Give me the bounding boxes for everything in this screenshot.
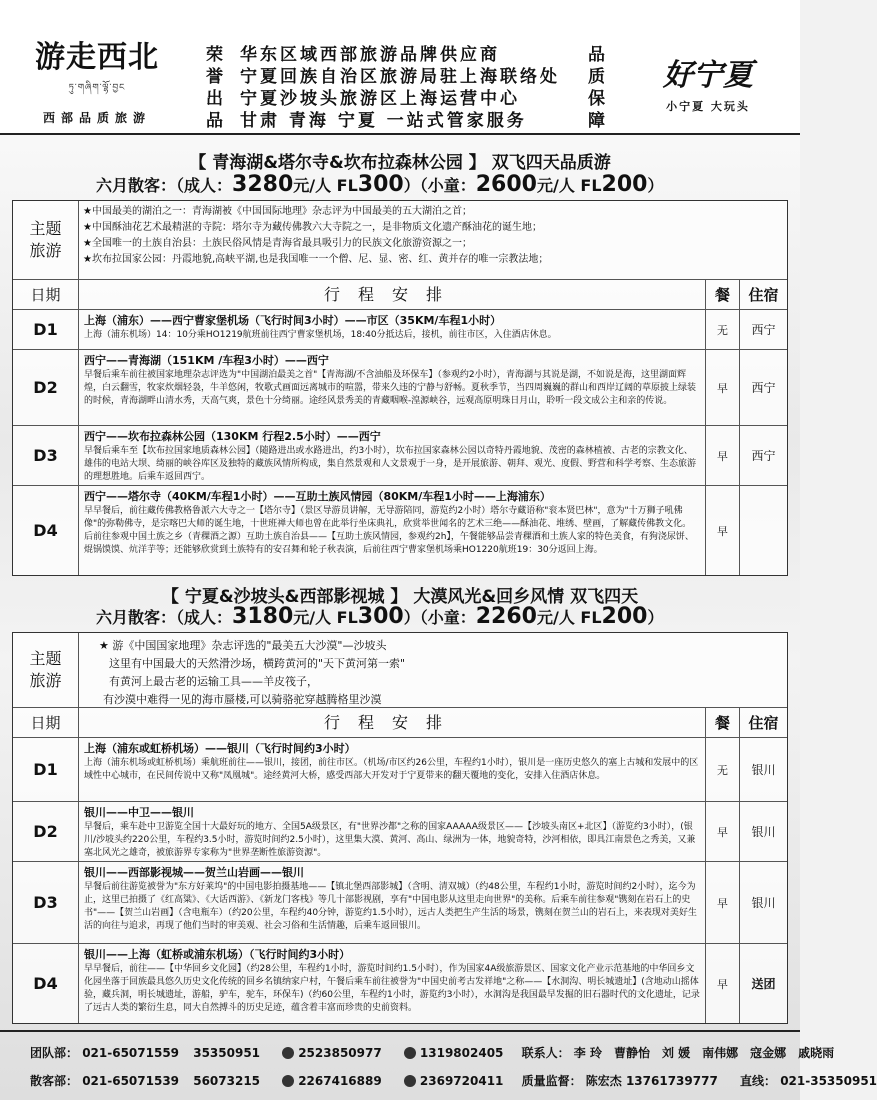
qq-icon <box>282 1047 294 1059</box>
team-label: 团队部： <box>30 1046 79 1060</box>
col-meal: 餐 <box>705 280 739 309</box>
retail-qq-2: 2369720411 <box>419 1074 504 1088</box>
col-day: 日期 <box>13 708 79 737</box>
tour1-title <box>0 148 800 173</box>
col-stay: 住宿 <box>739 280 787 309</box>
tour1-price <box>96 172 663 197</box>
tour1-day-row <box>13 485 787 575</box>
honor-right-char: 障 <box>588 111 605 131</box>
tour2-day-row <box>13 737 787 801</box>
day-meal: 早 <box>705 862 739 943</box>
honor-left-char: 誉 <box>206 67 223 87</box>
day-desc: 早餐后前往游览被誉为"东方好莱坞"的中国电影拍摄基地——【镇北堡西部影城】（含明、清双城）（约48公里，车程约1小时，游览时间约2小时），迄今为止，这里已拍摄了《红高粱》、《大话西游》、《新龙门客栈》等几十部影视剧，享有"中国电影从这里走向世界"的美称。后乘车前往参观"镌刻在岩石上的史书"——【贺兰山岩画】（含电瓶车）（约20公里，车程约40分钟，游览约1.5小时），远古人类把生产生活的场景，镌刻在贺兰山的岩石上，来表现对美好生活的向往与追求，再现了他们当时的审美观、社会习俗和生活情趣，后乘车返回银川。 <box>84 882 697 931</box>
day-meal: 早 <box>705 802 739 861</box>
day-stay: 银川 <box>739 862 787 943</box>
direct-phone: 021-35350951 <box>780 1074 877 1088</box>
tour1-theme-row <box>13 201 787 279</box>
day-stay: 西宁 <box>739 426 787 485</box>
day-stay: 西宁 <box>739 350 787 425</box>
tour1-title-text: 【 青海湖&塔尔寺&坎布拉森林公园 】 双飞四天品质游 <box>189 153 611 173</box>
team-phone-2: 35350951 <box>193 1046 261 1060</box>
honor-line: 宁夏沙坡头旅游区上海运营中心 <box>240 89 520 109</box>
tour1-header-row <box>13 279 787 309</box>
tour1-table <box>12 200 788 576</box>
honor-line: 华东区域西部旅游品牌供应商 <box>240 45 500 65</box>
day-content <box>79 486 705 575</box>
logo-right <box>628 50 788 114</box>
logo-left-brand: 游走西北 <box>35 40 159 75</box>
logo-left-tibetan: ཏུ་གཞིག་ལྷོ་བྱང <box>68 83 126 93</box>
day-route: 西宁——坎布拉森林公园（130KM 行程2.5小时）——西宁 <box>84 430 381 443</box>
logo-right-sub: 小宁夏 大玩头 <box>666 100 750 113</box>
day-route: 银川——中卫——银川 <box>84 806 194 819</box>
day-label: D1 <box>13 310 79 349</box>
day-content <box>79 426 705 485</box>
day-label: D3 <box>13 862 79 943</box>
theme-item: ★ 游《中国国家地理》杂志评选的"最美五大沙漠"—沙坡头 <box>99 639 387 652</box>
child-prefix: ）（小童： <box>403 176 476 195</box>
theme-item: ★全国唯一的土族自治县：土族民俗风情是青海省最具吸引力的民族文化旅游资源之一； <box>83 238 472 249</box>
retail-phone-2: 56073215 <box>193 1074 261 1088</box>
adult-fl: 300 <box>357 604 404 629</box>
footer <box>0 1030 877 1100</box>
day-meal: 无 <box>705 738 739 801</box>
retail-phone-1: 021-65071539 <box>82 1074 180 1088</box>
honor-right-char: 质 <box>588 67 605 87</box>
qq-icon <box>404 1047 416 1059</box>
day-content <box>79 862 705 943</box>
honor-left-column <box>206 44 230 132</box>
honor-left-char: 荣 <box>206 45 223 65</box>
theme-label-line: 旅游 <box>29 671 62 690</box>
honor-line: 宁夏回族自治区旅游局驻上海联络处 <box>240 67 560 87</box>
tour2-theme-label <box>13 633 79 707</box>
day-label: D3 <box>13 426 79 485</box>
day-stay <box>739 486 787 575</box>
day-content <box>79 944 705 1023</box>
child-fl: 200 <box>601 604 648 629</box>
footer-row-team <box>30 1044 834 1061</box>
day-meal: 早 <box>705 944 739 1023</box>
theme-item: ★中国最美的湖泊之一：青海湖被《中国国际地理》杂志评为中国最美的五大湖泊之首； <box>83 206 472 217</box>
tour2-day-row <box>13 861 787 943</box>
child-price: 2600 <box>475 172 537 197</box>
adult-price: 3280 <box>232 172 294 197</box>
logo-right-brand: 好宁夏 <box>663 58 753 93</box>
day-meal: 早 <box>705 426 739 485</box>
tour1-day-row <box>13 309 787 349</box>
tour1-day-row <box>13 349 787 425</box>
honor-right-char: 保 <box>588 89 605 109</box>
honor-right-char: 品 <box>588 45 605 65</box>
retail-qq-1: 2267416889 <box>298 1074 382 1088</box>
child-unit: 元/人 FL <box>536 608 602 627</box>
tour2-day-row <box>13 801 787 861</box>
team-qq-2: 1319802405 <box>419 1046 504 1060</box>
price-suffix: ） <box>647 176 664 195</box>
day-meal: 无 <box>705 310 739 349</box>
theme-label-line: 主题 <box>29 649 62 668</box>
day-desc: 上海（浦东机场）14：10分乘HO1219航班前往西宁曹家堡机场，18:40分抵达后，接机，前往市区，入住酒店休息。 <box>84 330 557 340</box>
logo-left <box>22 32 172 126</box>
adult-unit: 元/人 FL <box>293 608 358 627</box>
day-label: D4 <box>13 944 79 1023</box>
price-prefix: 六月散客：（成人： <box>96 176 233 195</box>
qq-icon <box>404 1075 416 1087</box>
day-stay: 银川 <box>739 802 787 861</box>
day-meal: 早 <box>705 350 739 425</box>
honor-left-char: 出 <box>206 89 223 109</box>
tour2-header-row <box>13 707 787 737</box>
tour2-title-text: 【 宁夏&沙坡头&西部影视城 】 大漠风光&回乡风情 双飞四天 <box>161 587 639 607</box>
day-content <box>79 738 705 801</box>
contact-names: 李 玲 曹静怡 刘 媛 南伟娜 寇金娜 戚晓雨 <box>573 1046 835 1060</box>
day-label: D2 <box>13 802 79 861</box>
direct-label: 直线： <box>740 1074 777 1088</box>
day-stay: 送团 <box>739 944 787 1023</box>
day-label: D1 <box>13 738 79 801</box>
tour2-day-row <box>13 943 787 1023</box>
theme-label-line: 主题 <box>29 219 62 238</box>
child-fl: 200 <box>601 172 648 197</box>
day-route: 西宁——塔尔寺（40KM/车程1小时）——互助土族风情园（80KM/车程1小时——上海浦东） <box>84 490 551 503</box>
qq-icon <box>282 1075 294 1087</box>
day-meal: 早 <box>705 486 739 575</box>
tour2-theme-row <box>13 633 787 707</box>
day-content <box>79 350 705 425</box>
tour1-day-row <box>13 425 787 485</box>
honor-line: 甘肃 青海 宁夏 一站式管家服务 <box>240 111 527 131</box>
col-plan: 行程安排 <box>323 713 460 732</box>
day-stay: 银川 <box>739 738 787 801</box>
honor-lines <box>240 44 596 132</box>
tour2-theme-items <box>99 637 779 709</box>
qc-label: 质量监督： <box>521 1074 582 1088</box>
qc-contact: 陈宏杰 13761739777 <box>585 1074 718 1088</box>
retail-label: 散客部： <box>30 1074 79 1088</box>
theme-label-line: 旅游 <box>29 241 62 260</box>
theme-item: ★坎布拉国家公园：丹霞地貌,高峡平湖,也是我国唯一一个僧、尼、显、密、红、黄并存的唯一宗教法地； <box>83 254 549 265</box>
price-prefix: 六月散客：（成人： <box>96 608 233 627</box>
child-unit: 元/人 FL <box>536 176 602 195</box>
day-stay: 西宁 <box>739 310 787 349</box>
adult-unit: 元/人 FL <box>293 176 358 195</box>
logo-left-sub: 西部品质旅游 <box>42 111 151 125</box>
child-prefix: ）（小童： <box>403 608 476 627</box>
tour2-price <box>96 604 663 629</box>
day-route: 西宁——青海湖（151KM /车程3小时）——西宁 <box>84 354 329 367</box>
day-route: 银川——西部影视城——贺兰山岩画——银川 <box>84 866 304 879</box>
theme-item: 有黄河上最古老的运输工具——羊皮筏子， <box>109 675 318 688</box>
contact-label: 联系人： <box>521 1046 570 1060</box>
day-route: 上海（浦东）——西宁曹家堡机场（飞行时间3小时）——市区（35KM/车程1小时） <box>84 314 502 327</box>
day-desc: 早餐后乘车至【坎布拉国家地质森林公园】（随路进出或水路进出，约3小时），坎布拉国家森林公园以奇特丹霞地貌、茂密的森林植被、古老的宗教文化、雄伟的电站大坝、绮丽的峡谷库区及独特的藏族风情所构成，集自然景观和人文景观于一身，是开展旅游、朝拜、观光、度假、野营和科学考察、生态旅游的理想胜地。后乘车返回西宁。 <box>84 446 697 482</box>
adult-fl: 300 <box>357 172 404 197</box>
tour1-theme-label <box>13 201 79 279</box>
day-desc: 早餐后，乘车赴中卫游览全国十大最好玩的地方、全国5A级景区，有"世界沙都"之称的国家AAAAA级景区——【沙坡头南区+北区】（游览约3小时），(银川/沙坡头约220公里，车程约3.5小时，游览时间约2.5小时），这里集大漠、黄河、高山、绿洲为一体，地貌奇特，沙河相依，即具江南景色之秀美，又兼塞北风光之雄奇，被旅游界专家称为"世界垄断性旅游资源"。 <box>84 822 696 858</box>
day-content <box>79 310 705 349</box>
col-meal: 餐 <box>705 708 739 737</box>
team-qq-1: 2523850977 <box>298 1046 382 1060</box>
day-content <box>79 802 705 861</box>
child-price: 2260 <box>475 604 537 629</box>
day-label: D2 <box>13 350 79 425</box>
tour2-table <box>12 632 788 1024</box>
day-route: 上海（浦东或虹桥机场）——银川（飞行时间约3小时） <box>84 742 356 755</box>
team-phone-1: 021-65071559 <box>82 1046 180 1060</box>
header <box>0 0 800 135</box>
tour1-theme-items <box>83 204 783 268</box>
day-desc: 早早餐后，前往——【中华回乡文化园】（约28公里，车程约1小时，游览时间约1.5小时），作为国家4A级旅游景区、国家文化产业示范基地的中华回乡文化园坐落于回族最具悠久历史文化传统的回乡名镇纳家户村，午餐后乘车前往被誉为"中国史前考古发祥地"之称——【水洞沟、明长城遗址】(含地动山摇体验，藏兵洞，明长城遗址，游船，驴车，驼车，环保车)（约60公里，车程约1小时，游览约3小时），水洞沟是我国最早发掘的旧石器时代的文化遗址，记录了远古人类的繁衍生息，同大自然搏斗的历史足迹，蕴含着丰富而珍贵的史前资料。 <box>84 964 700 1013</box>
adult-price: 3180 <box>232 604 294 629</box>
price-suffix: ） <box>647 608 664 627</box>
col-plan: 行程安排 <box>323 285 460 304</box>
day-desc: 上海（浦东机场或虹桥机场）乘航班前往——银川，接团，前往市区。（机场/市区约26公里，车程约1小时），银川是一座历史悠久的塞上古城和发展中的区域性中心城市，在民间传说中又称"凤凰城"。途经黄河大桥，感受西部大开发对于宁夏带来的翻天覆地的变化，安排入住酒店休息。 <box>84 758 699 781</box>
col-stay: 住宿 <box>739 708 787 737</box>
theme-item: 这里有中国最大的天然滑沙场，横跨黄河的"天下黄河第一索" <box>109 657 406 670</box>
col-day: 日期 <box>13 280 79 309</box>
honor-right-column <box>588 44 612 132</box>
day-route: 银川——上海（虹桥或浦东机场）（飞行时间约3小时） <box>84 948 351 961</box>
theme-item: 有沙漠中难得一见的海市蜃楼,可以骑骆驼穿越腾格里沙漠 <box>103 693 382 706</box>
day-desc: 早餐后乘车前往被国家地理杂志评选为"中国湖泊最美之首"【青海湖/不含油船及环保车】（参观约2小时），青海湖与其说是湖，不如说是海，这里湖面辉煌，白云翻雪，牧家炊烟轻袅，牛羊悠闲，牧歌式画面远离城市的喧嚣，带来久违的宁静与舒畅。夏秋季节，当四周巍巍的群山和西岸辽阔的草原披上绿装的时候，青海湖畔山清水秀，天高气爽，景色十分绮丽。途经风景秀美的青藏咽喉-湟源峡谷，远观高原明珠日月山，聆听一段文成公主和亲的传说。 <box>84 370 697 406</box>
day-label: D4 <box>13 486 79 575</box>
footer-row-retail <box>30 1072 877 1089</box>
honor-left-char: 品 <box>206 111 223 131</box>
day-desc: 早早餐后，前往藏传佛教格鲁派六大寺之一【塔尔寺】（景区导游员讲解，无导游陪同，游览约2小时）塔尔寺藏语称"衮本贤巴林"，意为"十万狮子吼佛像"的弥勒佛寺，是宗喀巴大师的诞生地，十世班禅大师也曾在此举行坐床典礼，欣赏举世闻名的艺术三绝——酥油花、堆绣、壁画，了解藏传佛教文化。后前往参观中国土族之乡（青稞酒之源）互助土族自治县——【互助土族风情园，参观约2h】，午餐能够品尝青稞酒和土族人家的特色美食，有狗浇尿饼、焜锅馍馍、炕洋芋等；还能够欣赏到土族特有的安召舞和轮子秋表演，后前往西宁曹家堡机场乘HO1220航班19：30分返回上海。 <box>84 506 694 555</box>
theme-item: ★中国酥油花艺术最精湛的寺院：塔尔寺为藏传佛教六大寺院之一，是非物质文化遗产酥油花的诞生地； <box>83 222 542 233</box>
